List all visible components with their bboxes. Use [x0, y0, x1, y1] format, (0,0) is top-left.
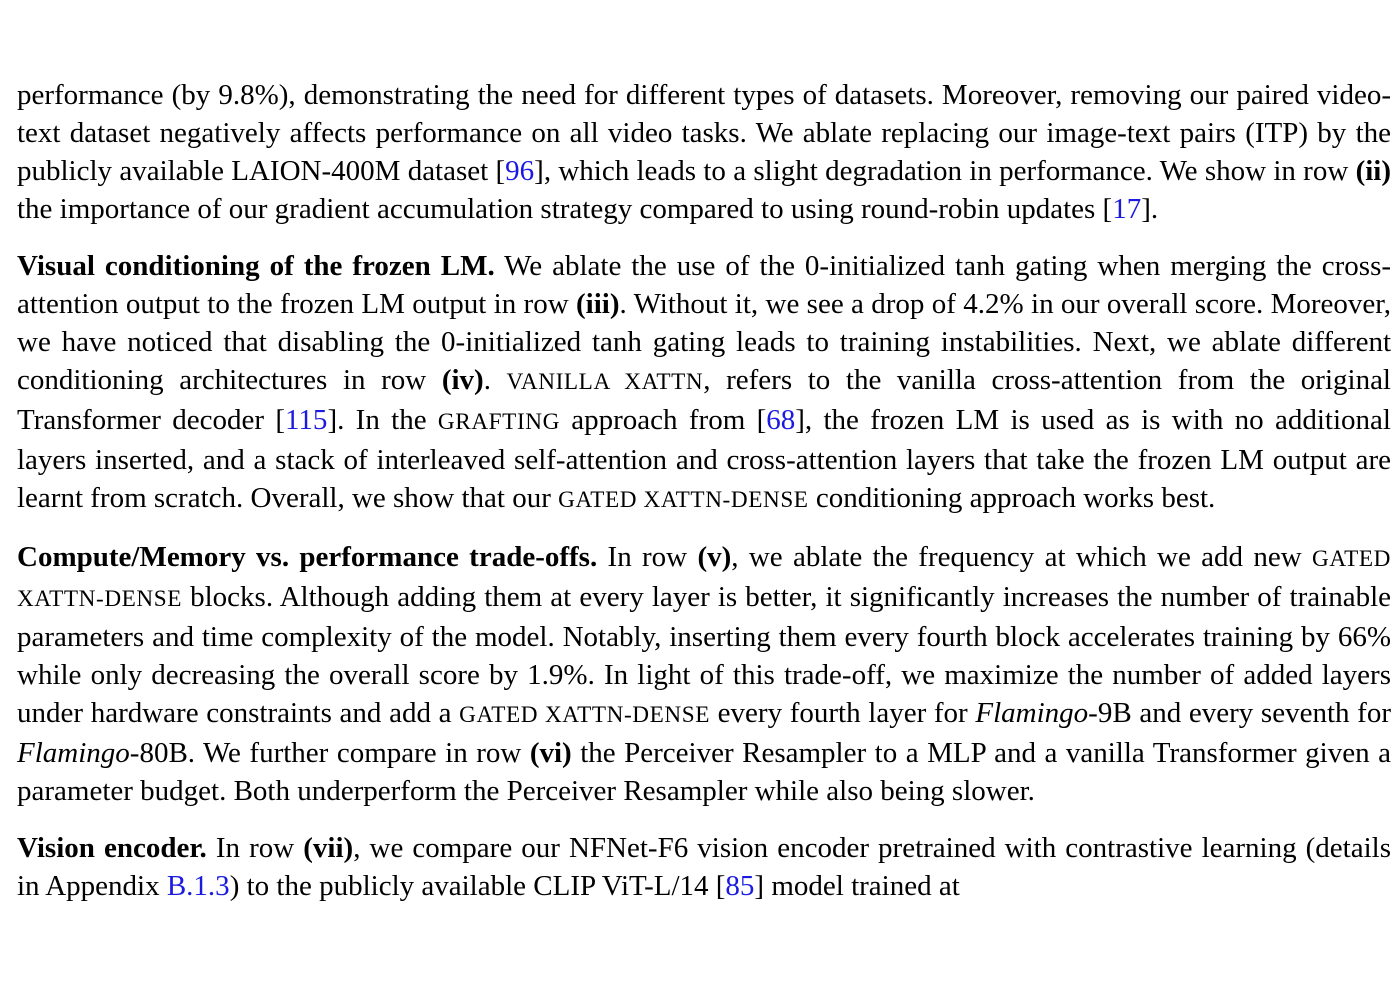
text-run: (vi): [529, 737, 572, 769]
text-run: every fourth layer for: [710, 697, 976, 729]
text-run: GATED XATTN-DENSE: [459, 702, 710, 728]
text-run: ) to the publicly available CLIP ViT-L/14 [: [229, 870, 726, 902]
text-run: the Perceiver Resampler to a MLP and a vanilla Transformer given a parameter budget. Both underperform the Perceiver Resampler while also being slower.: [17, 737, 1391, 807]
text-run: GATED XATTN-DENSE: [17, 546, 1392, 612]
paragraph-vision-encoder: [17, 829, 1391, 905]
citation-link[interactable]: 68: [766, 404, 796, 436]
text-run: , we compare our NFNet-F6 vision encoder pretrained with contrastive learning (details in Appendix: [17, 832, 1392, 902]
text-run: ]. In the: [327, 404, 438, 436]
paragraph-visual-conditioning: [17, 247, 1391, 519]
text-run: Visual conditioning of the frozen LM.: [17, 250, 495, 282]
text-run: GATED XATTN-DENSE: [558, 487, 809, 513]
citation-link[interactable]: B.1.3: [166, 870, 230, 902]
text-run: ], which leads to a slight degradation in performance. We show in row: [534, 155, 1356, 187]
text-run: We ablate the use of the 0-initialized tanh gating when merging the cross-attention output to the frozen LM output in row: [17, 250, 1392, 320]
text-run: In row: [597, 541, 698, 573]
text-run: (ii): [1355, 155, 1392, 187]
text-run: In row: [206, 832, 304, 864]
text-run: the importance of our gradient accumulation strategy compared to using round-robin updates [: [17, 193, 1113, 225]
paragraph-dataset-ablation: [17, 76, 1391, 228]
citation-link[interactable]: 96: [505, 155, 535, 187]
text-run: approach from [: [559, 404, 767, 436]
citation-link[interactable]: 85: [725, 870, 755, 902]
text-run: Compute/Memory vs. performance trade-offs.: [17, 541, 598, 573]
text-run: Vision encoder.: [17, 832, 207, 864]
text-run: , we ablate the frequency at which we add new: [731, 541, 1313, 573]
text-run: ], the frozen LM is used as is with no additional layers inserted, and a stack of interleaved self-attention and cross-attention layers that take the frozen LM output are learnt from scratch. Overall, we show that our: [17, 404, 1391, 514]
text-run: (iv): [441, 364, 484, 396]
text-run: conditioning approach works best.: [808, 482, 1216, 514]
citation-link[interactable]: 17: [1112, 193, 1142, 225]
text-run: (v): [697, 541, 732, 573]
text-run: GRAFTING: [437, 409, 560, 435]
text-run: (vii): [303, 832, 354, 864]
paragraph-compute-memory-tradeoffs: [17, 538, 1391, 810]
text-run: VANILLA XATTN: [506, 369, 704, 395]
text-run: .: [483, 364, 507, 396]
text-run: -9B and every seventh for: [1088, 697, 1391, 729]
text-run: , refers to the vanilla cross-attention from the original Transformer decoder [: [17, 364, 1391, 436]
citation-link[interactable]: 115: [285, 404, 328, 436]
text-run: . Without it, we see a drop of 4.2% in our overall score. Moreover, we have noticed that disabling the 0-initialized tanh gating leads to training instabilities. Next, we ablate different conditioning architectures in row: [17, 288, 1391, 396]
text-run: -80B. We further compare in row: [129, 737, 530, 769]
text-run: blocks. Although adding them at every layer is better, it significantly increases the number of trainable parameters and time complexity of the model. Notably, inserting them every fourth block accelerates training by 66% while only decreasing the overall score by 1.9%. In light of this trade-off, we maximize the number of added layers under hardware constraints and add a: [17, 581, 1391, 729]
text-run: ] model trained at: [754, 870, 960, 902]
text-run: Flamingo: [17, 737, 130, 769]
text-run: Flamingo: [975, 697, 1089, 729]
text-run: (iii): [576, 288, 620, 320]
text-run: performance (by 9.8%), demonstrating the need for different types of datasets. Moreover, removing our paired video-text dataset negatively affects performance on all video tasks. We ablate replacing our image-text pairs (ITP) by the publicly available LAION-400M dataset [: [17, 79, 1391, 187]
text-run: ].: [1141, 193, 1159, 225]
